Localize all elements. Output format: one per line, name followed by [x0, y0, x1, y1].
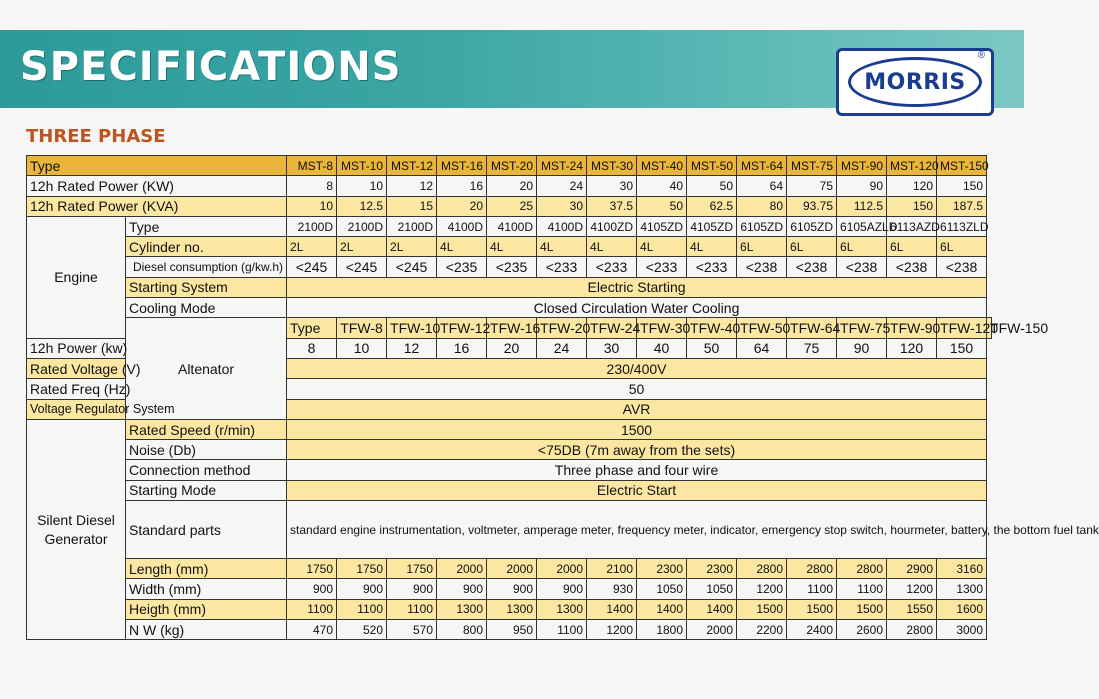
engine-type-row	[27, 216, 992, 236]
row-label: 12h Rated Power (KW)	[27, 176, 287, 196]
value-cell: 1300	[537, 599, 587, 619]
value-cell: 6L	[887, 237, 937, 257]
row-label: Starting System	[126, 277, 287, 297]
value-cell: 24	[537, 176, 587, 196]
merged-value: Three phase and four wire	[287, 460, 987, 480]
section-title: THREE PHASE	[26, 126, 166, 147]
cylinder-row	[27, 237, 992, 257]
row-label: Heigth (mm)	[126, 599, 287, 619]
value-cell: 900	[387, 579, 437, 599]
value-cell: 1100	[787, 579, 837, 599]
standard-parts-value: standard engine instrumentation, voltmeter, amperage meter, frequency meter, indicator, emergency stop switch, hourmeter, battery, the bottom fuel tank	[287, 501, 987, 559]
height-row	[27, 599, 992, 619]
row-label: Rated Freq (Hz)	[27, 379, 126, 399]
value-cell: 900	[337, 579, 387, 599]
value-cell: 150	[887, 196, 937, 216]
value-cell: 2600	[837, 619, 887, 639]
value-cell: 1050	[687, 579, 737, 599]
model-header-cell: MST-150	[937, 156, 987, 176]
model-header-cell: MST-120	[887, 156, 937, 176]
model-header-cell: MST-64	[737, 156, 787, 176]
value-cell: <233	[687, 257, 737, 277]
row-label: 12h Rated Power (KVA)	[27, 196, 287, 216]
value-cell: TFW-75	[837, 318, 887, 338]
model-header-cell: MST-75	[787, 156, 837, 176]
value-cell: 570	[387, 619, 437, 639]
value-cell: 3000	[937, 619, 987, 639]
value-cell: 1100	[387, 599, 437, 619]
value-cell: 520	[337, 619, 387, 639]
value-cell: 64	[737, 338, 787, 358]
value-cell: 8	[287, 176, 337, 196]
value-cell: 1100	[287, 599, 337, 619]
value-cell: 900	[537, 579, 587, 599]
value-cell: 4100D	[537, 216, 587, 236]
value-cell: <235	[437, 257, 487, 277]
value-cell: 1050	[637, 579, 687, 599]
row-label: Voltage Regulator System	[27, 399, 126, 419]
value-cell: 4L	[687, 237, 737, 257]
value-cell: TFW-40	[687, 318, 737, 338]
value-cell: 470	[287, 619, 337, 639]
value-cell: 25	[487, 196, 537, 216]
merged-value: Electric Starting	[287, 277, 987, 297]
diesel-consumption-row	[27, 257, 992, 277]
value-cell: 1400	[687, 599, 737, 619]
value-cell: <233	[537, 257, 587, 277]
value-cell: 30	[587, 176, 637, 196]
row-label: 12h Power (kw)	[27, 338, 126, 358]
value-cell: 4L	[637, 237, 687, 257]
value-cell: <238	[887, 257, 937, 277]
value-cell: 6105AZLD	[837, 216, 887, 236]
value-cell: 30	[587, 338, 637, 358]
value-cell: 2L	[387, 237, 437, 257]
value-cell: 2100D	[287, 216, 337, 236]
value-cell: 6L	[937, 237, 987, 257]
length-row	[27, 559, 992, 579]
value-cell: TFW-24	[587, 318, 637, 338]
value-cell: 2300	[637, 559, 687, 579]
logo-oval	[848, 57, 982, 107]
value-cell: 6L	[737, 237, 787, 257]
row-label: Rated Speed (r/min)	[126, 419, 287, 439]
value-cell: 900	[437, 579, 487, 599]
logo-text: MORRIS	[864, 69, 966, 95]
merged-value: AVR	[287, 399, 987, 419]
merged-value: 50	[287, 379, 987, 399]
value-cell: 1500	[787, 599, 837, 619]
value-cell: 4100D	[487, 216, 537, 236]
value-cell: 1500	[837, 599, 887, 619]
model-header-cell: MST-10	[337, 156, 387, 176]
value-cell: <233	[637, 257, 687, 277]
value-cell: 1500	[737, 599, 787, 619]
row-label: Type	[126, 216, 287, 236]
model-header-cell: MST-24	[537, 156, 587, 176]
value-cell: 2000	[537, 559, 587, 579]
value-cell: 50	[687, 176, 737, 196]
alternator-type-row	[27, 318, 992, 338]
value-cell: TFW-16	[487, 318, 537, 338]
value-cell: 2400	[787, 619, 837, 639]
value-cell: TFW-150	[987, 318, 992, 338]
value-cell: 1300	[937, 579, 987, 599]
model-header-cell: MST-50	[687, 156, 737, 176]
value-cell: TFW-30	[637, 318, 687, 338]
value-cell: 120	[887, 338, 937, 358]
value-cell: 20	[437, 196, 487, 216]
value-cell: 1400	[637, 599, 687, 619]
row-label: Diesel consumption (g/kw.h)	[126, 257, 287, 277]
value-cell: 4105ZD	[687, 216, 737, 236]
morris-logo	[836, 48, 994, 116]
starting-mode-row	[27, 480, 992, 500]
value-cell: 75	[787, 338, 837, 358]
value-cell: 80	[737, 196, 787, 216]
value-cell: 90	[837, 176, 887, 196]
value-cell: 4L	[537, 237, 587, 257]
value-cell: 2900	[887, 559, 937, 579]
value-cell: 1400	[587, 599, 637, 619]
merged-value: Closed Circulation Water Cooling	[287, 298, 987, 318]
merged-value: <75DB (7m away from the sets)	[287, 440, 987, 460]
value-cell: 1300	[437, 599, 487, 619]
row-label: Rated Voltage (V)	[27, 358, 126, 378]
value-cell: <238	[737, 257, 787, 277]
value-cell: 1200	[737, 579, 787, 599]
value-cell: 2L	[337, 237, 387, 257]
value-cell: 4100ZD	[587, 216, 637, 236]
value-cell: TFW-12	[437, 318, 487, 338]
row-label: Starting Mode	[126, 480, 287, 500]
cooling-mode-row	[27, 298, 992, 318]
value-cell: 4L	[437, 237, 487, 257]
value-cell: 187.5	[937, 196, 987, 216]
value-cell: <245	[337, 257, 387, 277]
value-cell: 1100	[537, 619, 587, 639]
value-cell: 1200	[887, 579, 937, 599]
value-cell: 4105ZD	[637, 216, 687, 236]
rated-power-kw-row	[27, 176, 992, 196]
row-label: Standard parts	[126, 501, 287, 559]
value-cell: 50	[687, 338, 737, 358]
value-cell: 2200	[737, 619, 787, 639]
value-cell: 50	[637, 196, 687, 216]
model-header-cell: MST-8	[287, 156, 337, 176]
group-label-line: Silent Diesel	[37, 511, 115, 528]
model-header-cell: MST-90	[837, 156, 887, 176]
value-cell: 120	[887, 176, 937, 196]
value-cell: 6113ZLD	[937, 216, 987, 236]
value-cell: 12	[387, 176, 437, 196]
value-cell: 12	[387, 338, 437, 358]
value-cell: 4100D	[437, 216, 487, 236]
row-label: Cylinder no.	[126, 237, 287, 257]
value-cell: 10	[287, 196, 337, 216]
value-cell: 1100	[337, 599, 387, 619]
value-cell: 950	[487, 619, 537, 639]
value-cell: <245	[387, 257, 437, 277]
value-cell: 64	[737, 176, 787, 196]
value-cell: 10	[337, 338, 387, 358]
width-row	[27, 579, 992, 599]
row-label: Type	[287, 318, 337, 338]
value-cell: 37.5	[587, 196, 637, 216]
row-label: Cooling Mode	[126, 298, 287, 318]
value-cell: 2000	[687, 619, 737, 639]
value-cell: 4L	[487, 237, 537, 257]
value-cell: 93.75	[787, 196, 837, 216]
value-cell: <238	[787, 257, 837, 277]
value-cell: <235	[487, 257, 537, 277]
value-cell: 16	[437, 176, 487, 196]
value-cell: 6105ZD	[737, 216, 787, 236]
value-cell: TFW-20	[537, 318, 587, 338]
row-label: Width (mm)	[126, 579, 287, 599]
value-cell: 2100D	[387, 216, 437, 236]
value-cell: 30	[537, 196, 587, 216]
value-cell: 40	[637, 176, 687, 196]
value-cell: 8	[287, 338, 337, 358]
merged-value: 230/400V	[287, 358, 987, 378]
nw-row	[27, 619, 992, 639]
value-cell: 6L	[837, 237, 887, 257]
value-cell: <245	[287, 257, 337, 277]
connection-row	[27, 460, 992, 480]
value-cell: 150	[937, 176, 987, 196]
value-cell: 1800	[637, 619, 687, 639]
group-label-line: Generator	[44, 530, 108, 547]
value-cell: 2800	[887, 619, 937, 639]
model-header-cell: MST-12	[387, 156, 437, 176]
value-cell: 2000	[487, 559, 537, 579]
value-cell: 930	[587, 579, 637, 599]
model-header-cell: MST-20	[487, 156, 537, 176]
standard-parts-row	[27, 501, 992, 559]
merged-value: Electric Start	[287, 480, 987, 500]
model-header-cell: MST-30	[587, 156, 637, 176]
spec-table	[26, 155, 1099, 640]
table-header-row	[27, 156, 992, 176]
silent-generator-group-label	[27, 419, 126, 639]
merged-value: 1500	[287, 419, 987, 439]
page-title: SPECIFICATIONS	[20, 44, 402, 90]
value-cell: 2100	[587, 559, 637, 579]
value-cell: <233	[587, 257, 637, 277]
value-cell: 6113AZD	[887, 216, 937, 236]
row-label: Noise (Db)	[126, 440, 287, 460]
value-cell: 4L	[587, 237, 637, 257]
value-cell: 1750	[287, 559, 337, 579]
value-cell: 75	[787, 176, 837, 196]
registered-mark: ®	[977, 50, 985, 61]
value-cell: 1200	[587, 619, 637, 639]
value-cell: 1100	[837, 579, 887, 599]
row-label: N W (kg)	[126, 619, 287, 639]
value-cell: TFW-64	[787, 318, 837, 338]
value-cell: 1600	[937, 599, 987, 619]
value-cell: 2100D	[337, 216, 387, 236]
value-cell: 62.5	[687, 196, 737, 216]
value-cell: 2800	[837, 559, 887, 579]
value-cell: 90	[837, 338, 887, 358]
value-cell: TFW-8	[337, 318, 387, 338]
model-header-cell: MST-40	[637, 156, 687, 176]
value-cell: 1300	[487, 599, 537, 619]
model-header-cell: MST-16	[437, 156, 487, 176]
value-cell: 2800	[787, 559, 837, 579]
rated-power-kva-row	[27, 196, 992, 216]
value-cell: 900	[487, 579, 537, 599]
value-cell: 800	[437, 619, 487, 639]
row-label: Length (mm)	[126, 559, 287, 579]
value-cell: TFW-50	[737, 318, 787, 338]
engine-group-label: Engine	[27, 216, 126, 338]
value-cell: 6105ZD	[787, 216, 837, 236]
value-cell: 24	[537, 338, 587, 358]
value-cell: <238	[837, 257, 887, 277]
value-cell: 1550	[887, 599, 937, 619]
value-cell: 16	[437, 338, 487, 358]
noise-row	[27, 440, 992, 460]
value-cell: TFW-120	[937, 318, 987, 338]
value-cell: 20	[487, 338, 537, 358]
value-cell: 12.5	[337, 196, 387, 216]
value-cell: 40	[637, 338, 687, 358]
value-cell: 6L	[787, 237, 837, 257]
value-cell: 10	[337, 176, 387, 196]
value-cell: <238	[937, 257, 987, 277]
value-cell: 2L	[287, 237, 337, 257]
value-cell: TFW-10	[387, 318, 437, 338]
value-cell: 112.5	[837, 196, 887, 216]
starting-system-row	[27, 277, 992, 297]
row-label: Connection method	[126, 460, 287, 480]
value-cell: 3160	[937, 559, 987, 579]
value-cell: 900	[287, 579, 337, 599]
value-cell: 150	[937, 338, 987, 358]
type-header-label: Type	[27, 156, 287, 176]
value-cell: 1750	[337, 559, 387, 579]
value-cell: 2000	[437, 559, 487, 579]
value-cell: 15	[387, 196, 437, 216]
value-cell: 1750	[387, 559, 437, 579]
alternator-group-label: Altenator	[126, 318, 287, 419]
value-cell: 2300	[687, 559, 737, 579]
value-cell: TFW-90	[887, 318, 937, 338]
value-cell: 20	[487, 176, 537, 196]
rated-speed-row	[27, 419, 992, 439]
value-cell: 2800	[737, 559, 787, 579]
